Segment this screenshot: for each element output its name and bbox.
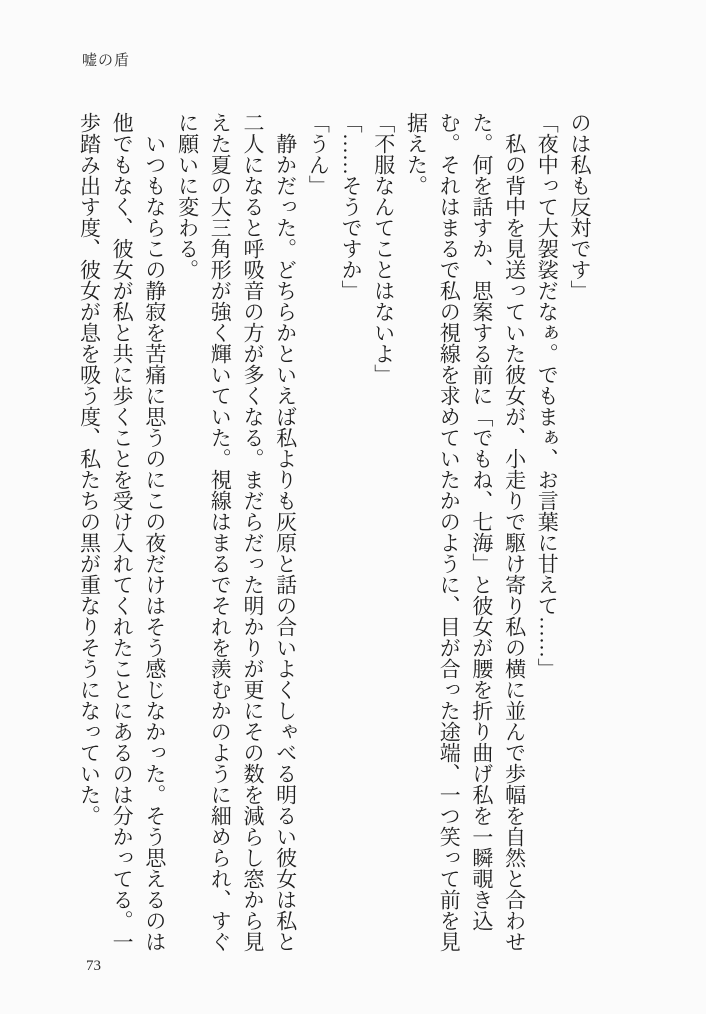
- paragraph: のは私も反対です」: [568, 112, 592, 301]
- paragraph: いつもならこの静寂を苦痛に思うのにこの夜だけはそう感じなかった。そう思えるのは他でもなく、彼女が私と共に歩くことを受け入れてくれたことにあるのは分かってる。一歩踏み出す度、彼女が息を吸う度、私たちの黒が重なりそうになっていた。: [77, 112, 167, 952]
- paragraph: 静かだった。どちらかといえば私よりも灰原と話の合いよくしゃべる明るい彼女は私と二人になると呼吸音の方が多くなる。まだらだった明かりが更にその数を減らし窓から見えた夏の大三角形が強く輝いていた。視線はまるでそれを羨むかのように細められ、すぐに願いに変わる。: [175, 112, 298, 952]
- novel-text-body: [73, 112, 596, 954]
- paragraph: 「不服なんてことはないよ」: [371, 112, 396, 385]
- paragraph: 「……そうですか」: [339, 112, 364, 301]
- running-header-title: 嘘の盾: [82, 53, 131, 69]
- paragraph: 「夜中って大袈裟だなぁ。でもまぁ、お言葉に甘えて……」: [535, 112, 560, 679]
- paragraph: 「うん」: [306, 112, 331, 196]
- page-number: 73: [86, 958, 101, 974]
- paragraph: 私の背中を見送っていた彼女が、小走りで駆け寄り私の横に並んで歩幅を自然と合わせた。何を話すか、思案する前に「でもね、七海」と彼女が腰を折り曲げ私を一瞬覗き込む。それはまるで私の視線を求めていたかのように、目が合った途端、一つ笑って前を見据えた。: [404, 112, 527, 952]
